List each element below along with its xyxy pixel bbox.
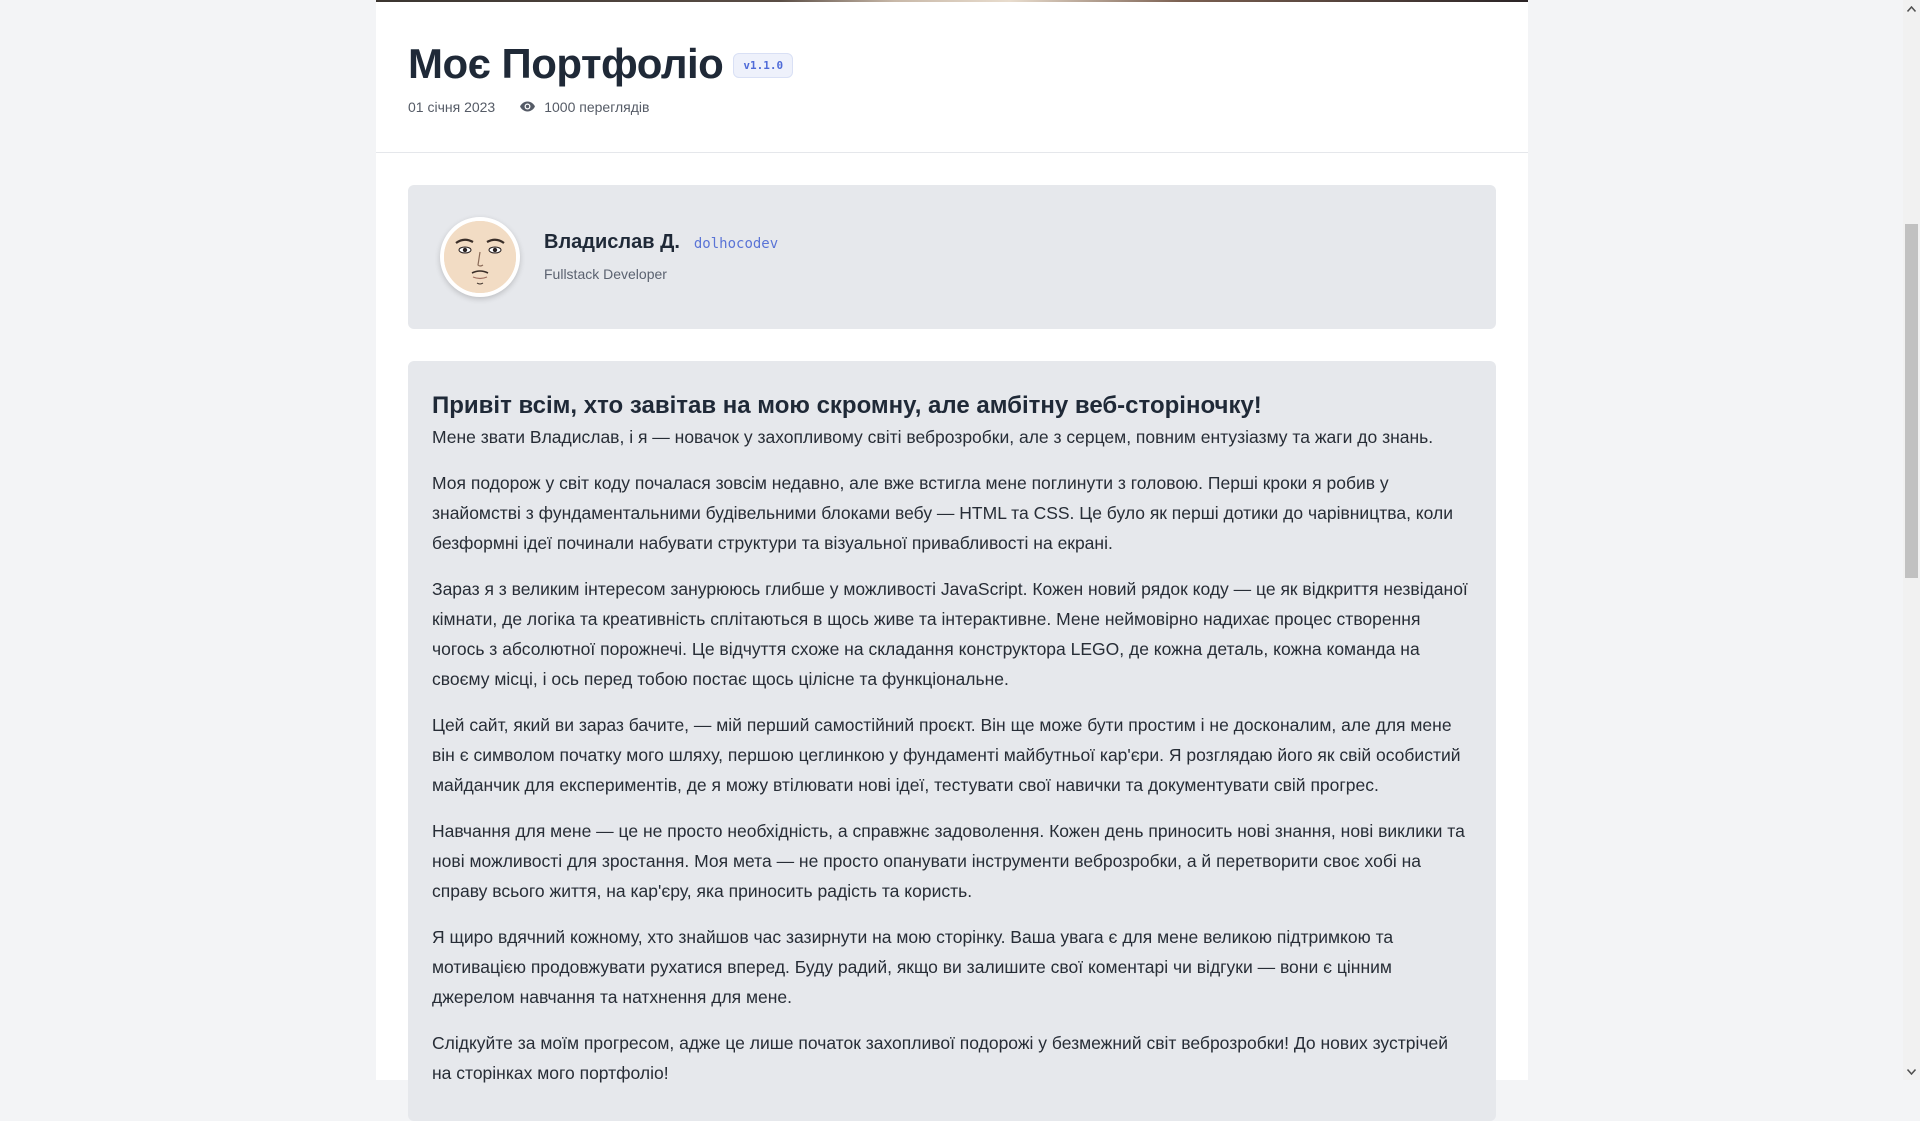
page-title: Моє Портфоліо bbox=[408, 40, 724, 87]
avatar[interactable] bbox=[440, 217, 520, 297]
greeting-heading: Привіт всім, хто завітав на мою скромну, але амбітну веб-сторіночку! bbox=[432, 392, 1262, 419]
version-badge: v1.1.0 bbox=[733, 53, 793, 78]
portfolio-page bbox=[376, 0, 1528, 1083]
paragraph: Я щиро вдячний кожному, хто знайшов час зазирнути на мою сторінку. Ваша увага є для мене великою підтримкою та мотивацією продовжувати рухатися вперед. Буду радий, якщо ви залишите свої коментарі чи відгуки — вони є цінним джерелом навчання та натхнення для мене. bbox=[432, 927, 1394, 1007]
vertical-scrollbar[interactable] bbox=[1903, 0, 1920, 1080]
views-count: 1000 переглядів bbox=[544, 98, 650, 115]
author-name: Владислав Д. bbox=[544, 231, 680, 253]
author-card bbox=[408, 185, 1496, 329]
chevron-up-icon bbox=[1907, 6, 1916, 12]
scroll-up-button[interactable] bbox=[1903, 0, 1920, 17]
author-handle-link[interactable]: dolhocodev bbox=[693, 236, 779, 252]
paragraph: Цей сайт, який ви зараз бачите, — мій перший самостійний проєкт. Він ще може бути простим і не досконалим, але для мене він є символом початку мого шляху, першою цеглинкою у фундаменті майбутньої кар'єри. Я розглядаю його як свій особистий майданчик для експериментів, де я можу втілювати нові ідеї, тестувати свої навички та документувати свій прогрес. bbox=[432, 715, 1461, 795]
paragraph: Мене звати Владислав, і я — новачок у захопливому світі веброзробки, але з серцем, повним ентузіазму та жаги до знань. bbox=[432, 427, 1434, 447]
views-counter bbox=[519, 98, 649, 115]
about-content bbox=[408, 361, 1496, 1121]
page-header bbox=[376, 0, 1528, 153]
avatar-face-illustration bbox=[444, 221, 516, 293]
paragraph: Зараз я з великим інтересом занурююсь глибше у можливості JavaScript. Кожен новий рядок коду — це як відкриття незвіданої кімнати, де логіка та креативність сплітаються в щось живе та інтерактивне. Мене неймовірно надихає процес створення чогось з абсолютної порожнечі. Це відчуття схоже на складання конструктора LEGO, де кожна деталь, кожна команда на своєму місці, і ось перед тобою постає щось цілісне та функціональне. bbox=[432, 579, 1468, 689]
paragraph: Слідкуйте за моїм прогресом, адже це лише початок захопливої подорожі у безмежний світ веброзробки! До нових зустрічей на сторінках мого портфоліо! bbox=[432, 1033, 1448, 1083]
paragraph: Моя подорож у світ коду почалася зовсім недавно, але вже встигла мене поглинути з головою. Перші кроки я робив у знайомстві з фундаментальними будівельними блоками вебу — HTML та CSS. Це було як перші дотики до чарівництва, коли безформні ідеї починали набувати структури та візуальної привабливості на екрані. bbox=[432, 473, 1453, 553]
author-role: Fullstack Developer bbox=[544, 266, 667, 282]
author-name-row bbox=[544, 231, 778, 254]
publish-date: 01 січня 2023 bbox=[408, 98, 496, 115]
author-info bbox=[544, 231, 778, 282]
scroll-down-button[interactable] bbox=[1903, 1063, 1920, 1080]
eye-icon bbox=[519, 98, 536, 115]
scrollbar-thumb[interactable] bbox=[1905, 224, 1918, 578]
paragraph: Навчання для мене — це не просто необхідність, а справжнє задоволення. Кожен день приносить нові знання, нові виклики та нові можливості для зростання. Моя мета — не просто опанувати інструменти веброзробки, а й перетворити своє хобі на справу всього життя, на кар'єру, яка приносить радість та користь. bbox=[432, 821, 1465, 901]
chevron-down-icon bbox=[1907, 1069, 1916, 1075]
title-row bbox=[408, 40, 793, 88]
meta-row bbox=[408, 98, 649, 115]
